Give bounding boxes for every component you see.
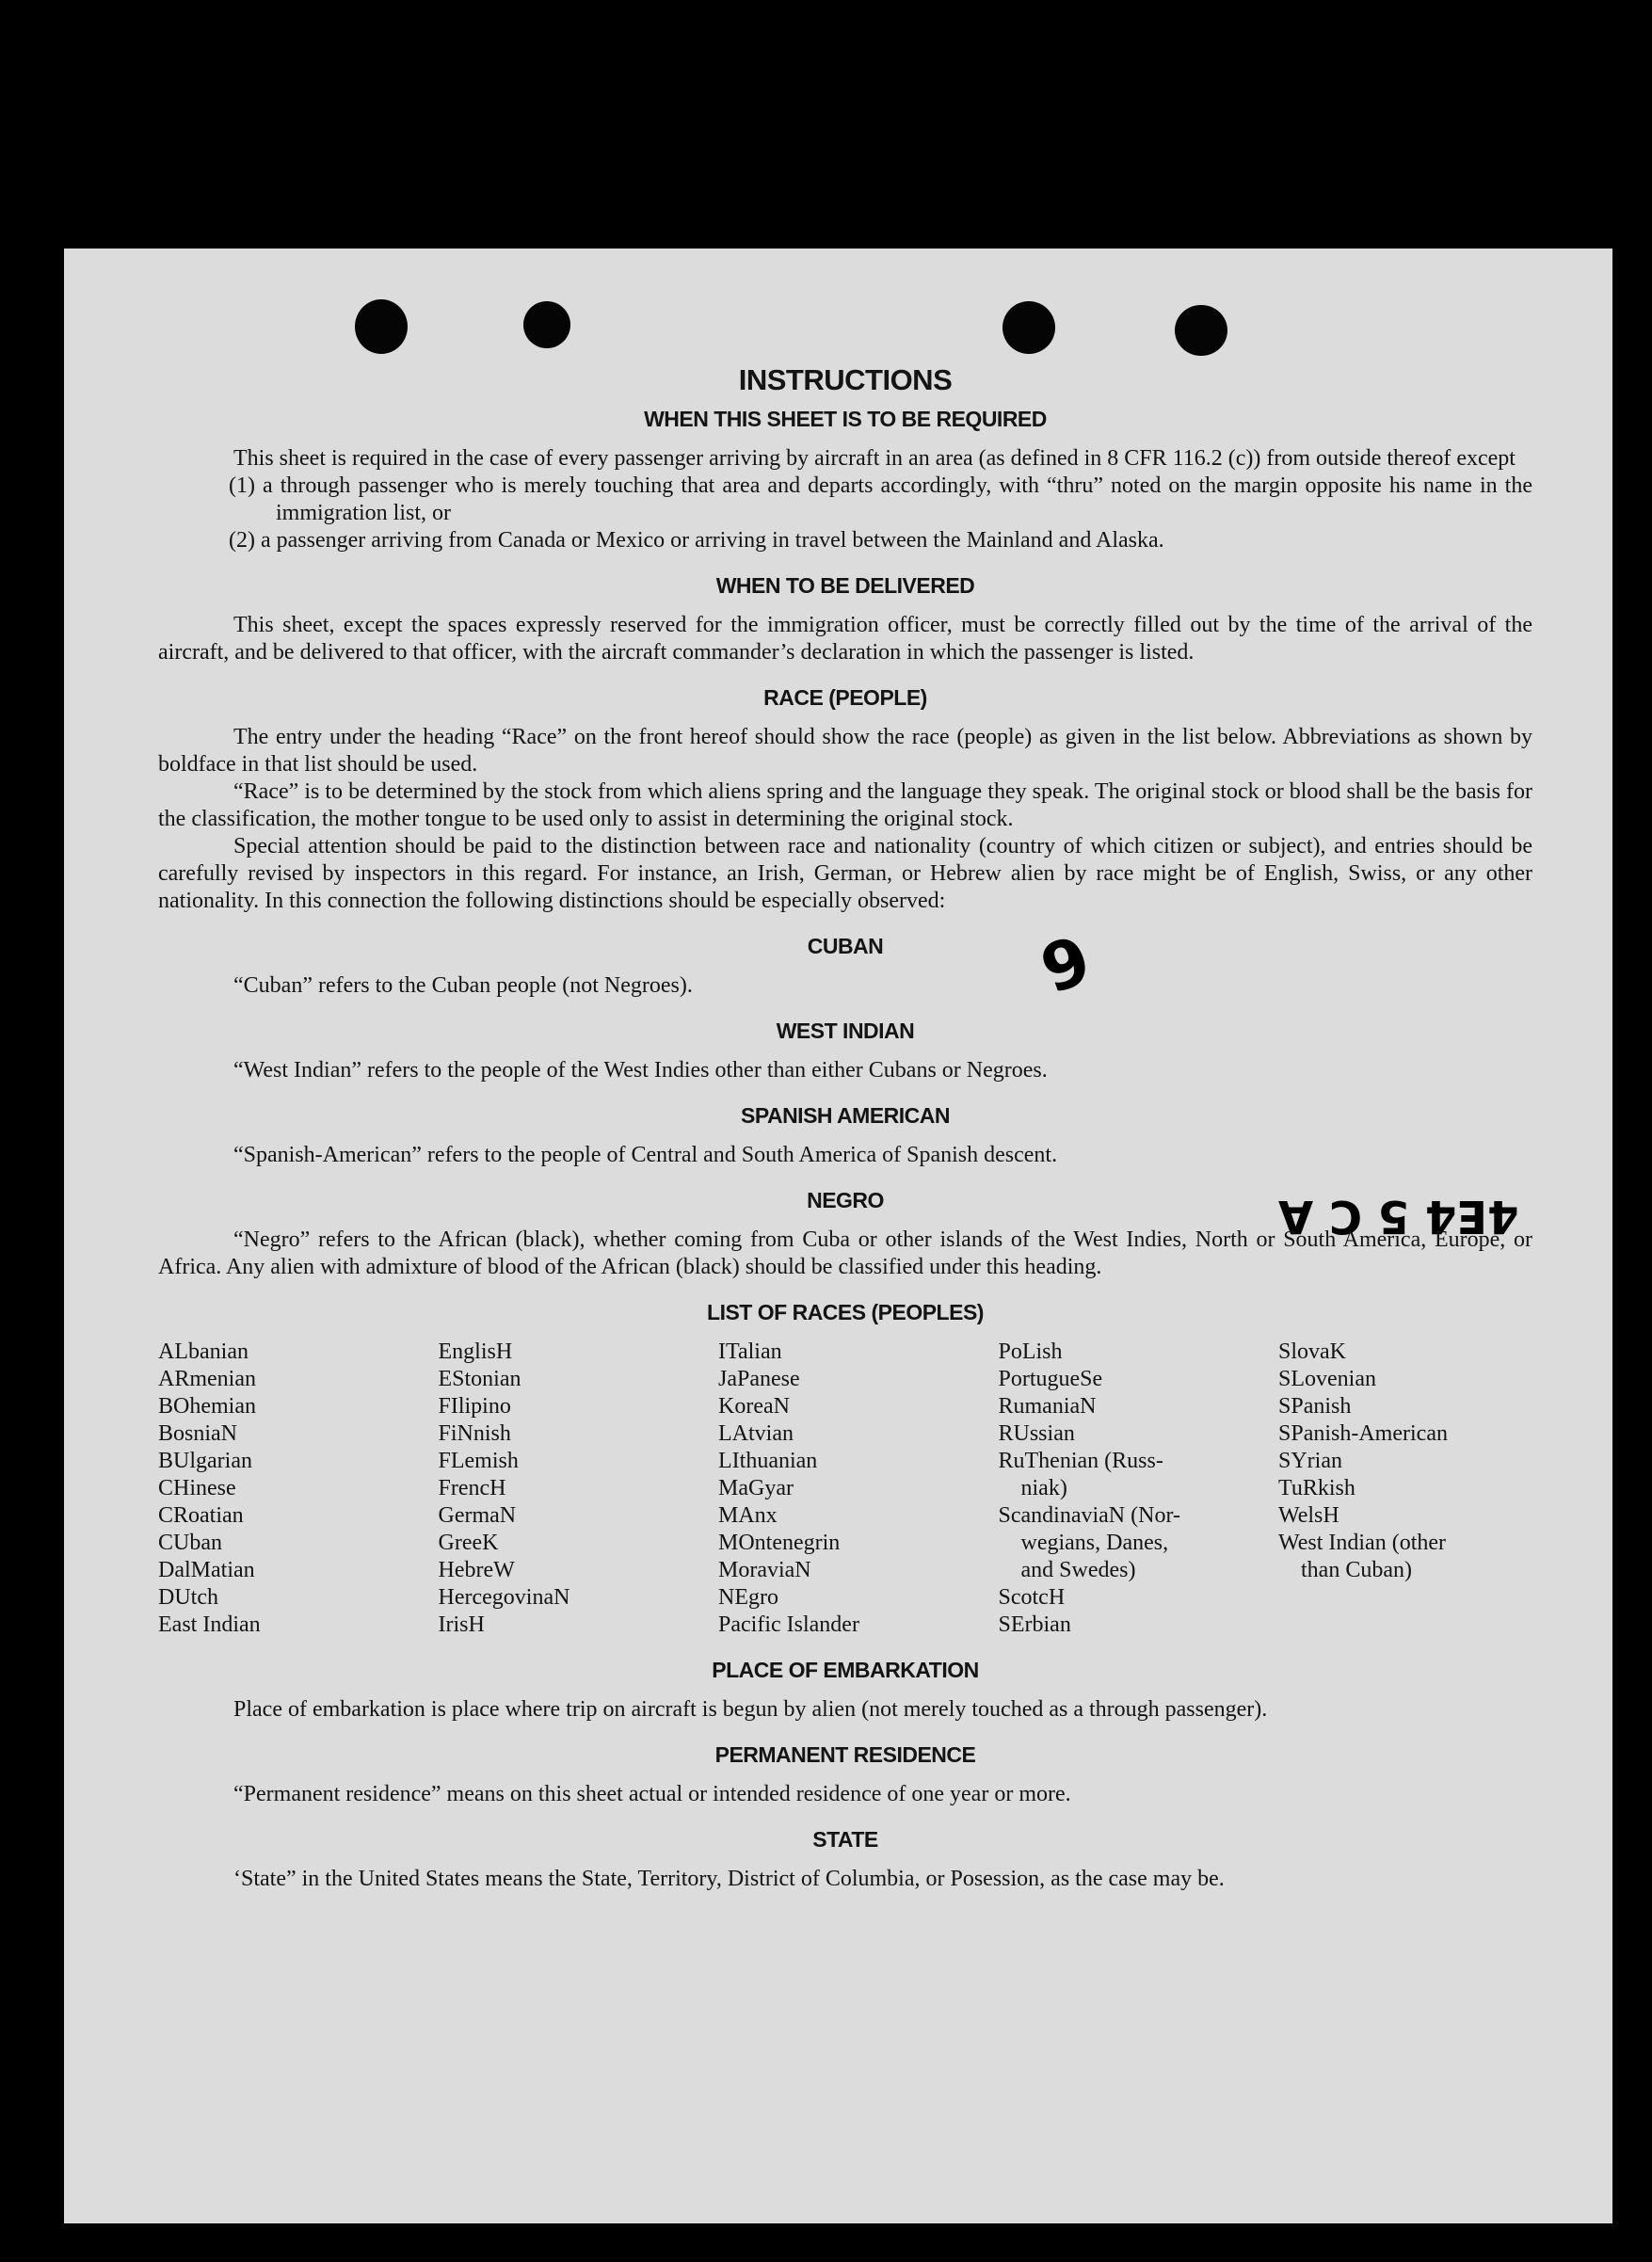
handwritten-annotation: 4E4 5 C A xyxy=(1278,1190,1519,1243)
race-item: SErbian xyxy=(998,1612,1071,1637)
race-item: MAnx xyxy=(718,1503,778,1528)
race-item: MOntenegrin xyxy=(718,1531,841,1555)
paragraph: Place of embarkation is place where trip on aircraft is begun by alien (not merely touched as a through passenger). xyxy=(233,1697,1268,1722)
paragraph: The entry under the heading “Race” on the front hereof should show the race (people) as given in the list below. Abbreviations as shown by boldface in that list should be used. xyxy=(158,725,1532,777)
paragraph: ‘State” in the United States means the State, Territory, District of Columbia, or Posession, as the case may be. xyxy=(233,1867,1225,1891)
section-heading: RACE (PEOPLE) xyxy=(763,685,927,710)
race-item: LAtvian xyxy=(718,1421,794,1446)
instructions-content xyxy=(158,363,1532,1893)
race-item: GreeK xyxy=(438,1531,499,1555)
race-item: HercegovinaN xyxy=(438,1585,570,1610)
race-item: BOhemian xyxy=(158,1394,256,1419)
race-item: RUssian xyxy=(998,1421,1075,1446)
race-item: TuRkish xyxy=(1278,1476,1355,1500)
race-item: FiNnish xyxy=(438,1421,511,1446)
race-item: FIlipino xyxy=(438,1394,511,1419)
section-heading: NEGRO xyxy=(807,1188,884,1212)
race-item: SLovenian xyxy=(1278,1367,1376,1391)
race-item: Pacific Islander xyxy=(718,1612,859,1637)
section-heading: CUBAN xyxy=(807,934,884,958)
race-item: West Indian (other xyxy=(1278,1531,1447,1555)
paragraph: “Negro” refers to the African (black), whether coming from Cuba or other islands of the West Indies, North or South America, Europe, or Africa. Any alien with admixture of blood of the African (black) should be classified under this heading. xyxy=(158,1227,1532,1279)
section-heading: WHEN TO BE DELIVERED xyxy=(715,573,975,598)
paragraph: “West Indian” refers to the people of the West Indies other than either Cubans or Negroes. xyxy=(233,1058,1048,1083)
section-heading: PERMANENT RESIDENCE xyxy=(714,1742,976,1767)
race-item: MaGyar xyxy=(718,1476,794,1500)
paragraph: “Race” is to be determined by the stock from which aliens spring and the language they speak. The original stock or blood shall be the basis for the classification, the mother tongue to be used only to assist in determining the original stock. xyxy=(158,779,1532,831)
race-item: GermaN xyxy=(438,1503,517,1528)
race-item: IrisH xyxy=(438,1612,485,1637)
race-column xyxy=(718,1339,972,1639)
race-item: CRoatian xyxy=(158,1503,244,1528)
paragraph: This sheet, except the spaces expressly reserved for the immigration officer, must be correctly filled out by the time of the arrival of the aircraft, and be delivered to that officer, with the aircraft commander’s declaration in which the passenger is listed. xyxy=(158,613,1532,665)
race-item: MoraviaN xyxy=(718,1558,811,1582)
race-column xyxy=(1278,1339,1532,1639)
race-item: PoLish xyxy=(998,1340,1063,1364)
race-item: CUban xyxy=(158,1531,222,1555)
race-column xyxy=(439,1339,693,1639)
race-column xyxy=(158,1339,412,1639)
race-item: SlovaK xyxy=(1278,1340,1346,1364)
section-heading: WHEN THIS SHEET IS TO BE REQUIRED xyxy=(644,407,1047,431)
race-item: NEgro xyxy=(718,1585,778,1610)
punch-hole xyxy=(355,299,408,354)
list-item: (1) a through passenger who is merely touching that area and departs accordingly, with “thru” noted on the margin opposite his name in the immigration list, or xyxy=(229,473,1532,525)
page-title: INSTRUCTIONS xyxy=(738,363,953,396)
race-item: EnglisH xyxy=(438,1340,513,1364)
race-item: RumaniaN xyxy=(998,1394,1097,1419)
race-item: than Cuban) xyxy=(1301,1558,1412,1582)
list-item: (2) a passenger arriving from Canada or Mexico or arriving in travel between the Mainland and Alaska. xyxy=(229,528,1164,553)
race-item: ARmenian xyxy=(158,1367,256,1391)
race-column xyxy=(999,1339,1253,1639)
section-heading: SPANISH AMERICAN xyxy=(740,1103,950,1128)
race-item: ScandinaviaN (Nor- xyxy=(998,1503,1180,1528)
handwritten-mark: 9 xyxy=(1031,921,1101,1009)
race-item: LIthuanian xyxy=(718,1449,818,1473)
race-item: DUtch xyxy=(158,1585,218,1610)
race-item: DalMatian xyxy=(158,1558,255,1582)
section-heading: LIST OF RACES (PEOPLES) xyxy=(707,1300,984,1324)
race-item: RuThenian (Russ- xyxy=(998,1449,1163,1473)
paragraph: Special attention should be paid to the distinction between race and nationality (country of which citizen or subject), and entries should be carefully revised by inspectors in this regard. For instance, an Irish, German, or Hebrew alien by race might be of English, Swiss, or any other nationality. In this connection the following distinctions should be especially observed: xyxy=(158,834,1532,913)
race-item: CHinese xyxy=(158,1476,236,1500)
race-item: SPanish xyxy=(1278,1394,1352,1419)
punch-hole xyxy=(1175,305,1227,356)
punch-hole xyxy=(523,301,570,348)
paragraph: “Cuban” refers to the Cuban people (not Negroes). xyxy=(233,973,693,998)
race-item: FLemish xyxy=(438,1449,519,1473)
race-item: and Swedes) xyxy=(1020,1558,1136,1582)
race-item: PortugueSe xyxy=(998,1367,1103,1391)
punch-hole xyxy=(1002,301,1055,354)
race-item: East Indian xyxy=(158,1612,261,1637)
race-list xyxy=(158,1339,1532,1639)
race-item: ALbanian xyxy=(158,1340,249,1364)
race-item: ITalian xyxy=(718,1340,782,1364)
section-heading: PLACE OF EMBARKATION xyxy=(712,1658,979,1682)
race-item: FrencH xyxy=(438,1476,506,1500)
race-item: EStonian xyxy=(438,1367,521,1391)
race-item: SPanish-American xyxy=(1278,1421,1448,1446)
race-item: KoreaN xyxy=(718,1394,790,1419)
race-item: BUlgarian xyxy=(158,1449,252,1473)
paragraph: “Permanent residence” means on this sheet actual or intended residence of one year or more. xyxy=(233,1782,1071,1806)
section-heading: WEST INDIAN xyxy=(776,1019,915,1043)
race-item: WelsH xyxy=(1278,1503,1339,1528)
document-page xyxy=(64,249,1612,2223)
paragraph: This sheet is required in the case of every passenger arriving by aircraft in an area (as defined in 8 CFR 116.2 (c)) from outside thereof except xyxy=(233,446,1516,471)
race-item: SYrian xyxy=(1278,1449,1342,1473)
paragraph: “Spanish-American” refers to the people of Central and South America of Spanish descent. xyxy=(233,1143,1058,1167)
race-item: ScotcH xyxy=(998,1585,1066,1610)
race-item: niak) xyxy=(1020,1476,1067,1500)
race-item: wegians, Danes, xyxy=(1020,1531,1169,1555)
race-item: JaPanese xyxy=(718,1367,800,1391)
section-heading: STATE xyxy=(812,1827,878,1852)
race-item: HebreW xyxy=(438,1558,515,1582)
race-item: BosniaN xyxy=(158,1421,237,1446)
